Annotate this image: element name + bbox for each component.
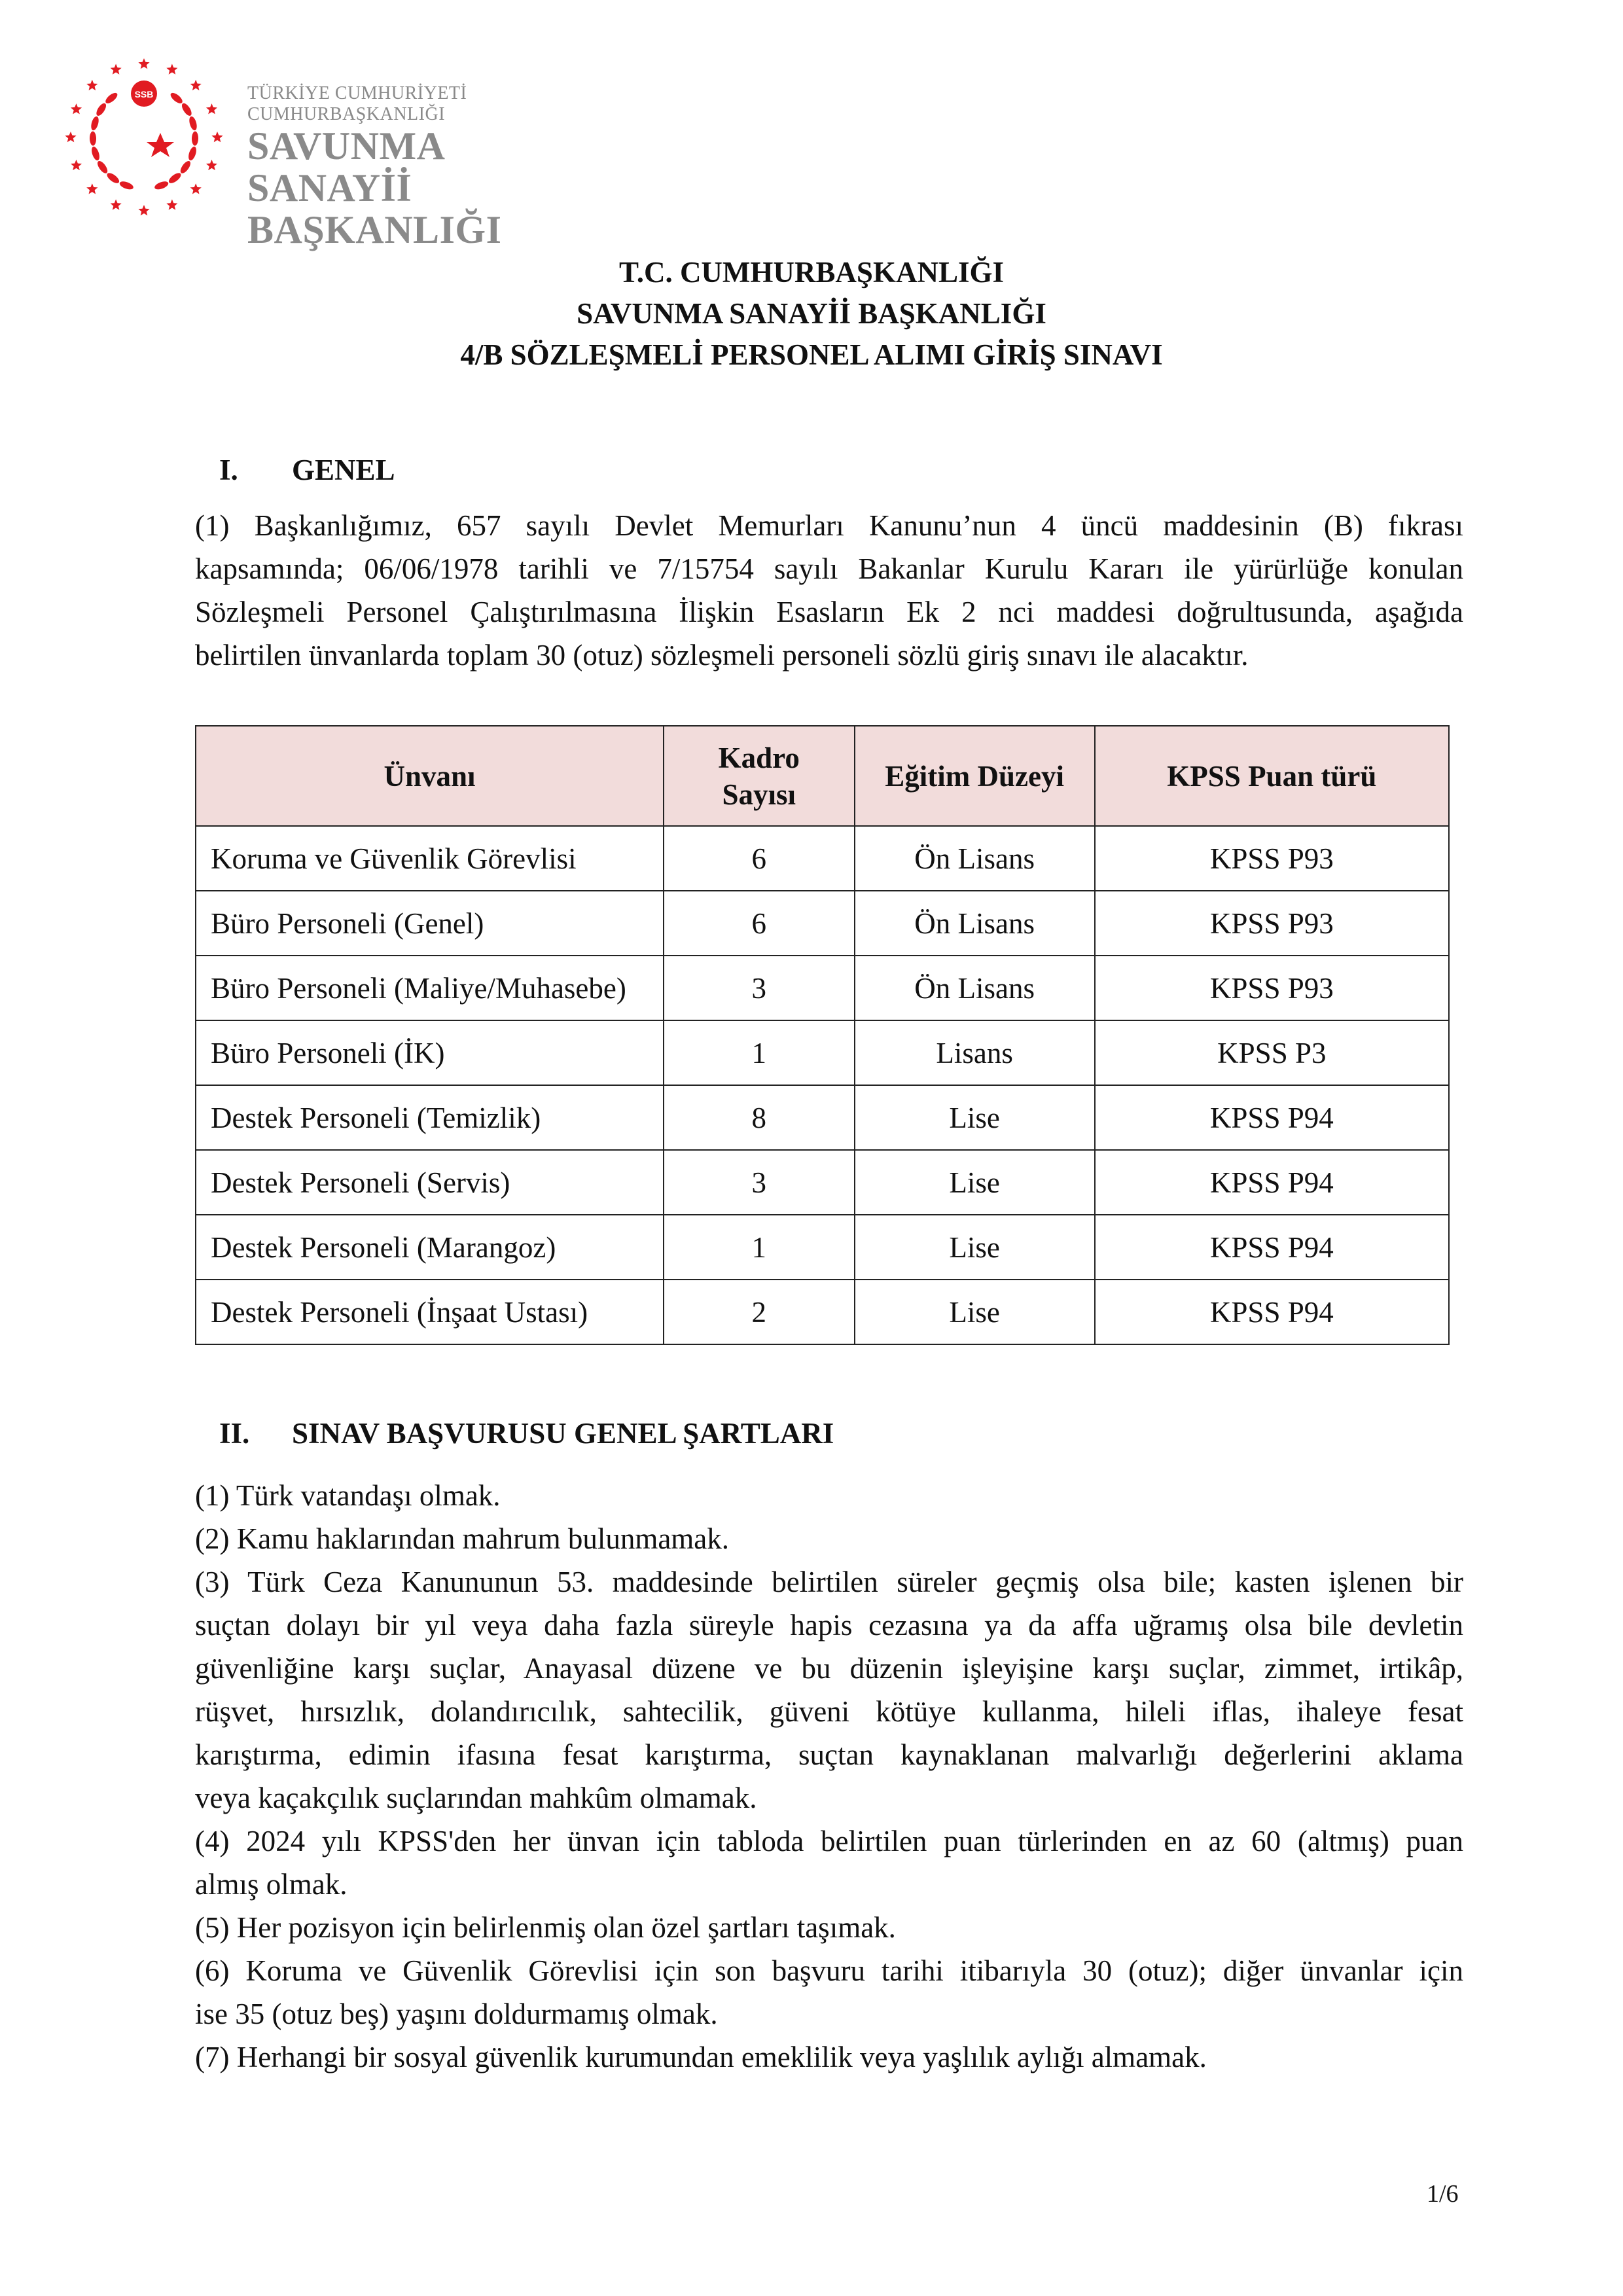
cell-unvan: Koruma ve Güvenlik Görevlisi — [196, 826, 664, 891]
logo-wordmark — [247, 83, 612, 251]
section-1-number: I. — [219, 454, 238, 486]
table-row — [196, 891, 1449, 956]
cell-kadro-sayisi: 6 — [664, 891, 855, 956]
section-1-paragraph — [195, 504, 1463, 677]
header-kadro-line-2: Sayısı — [722, 778, 796, 811]
cell-egitim-duzeyi: Ön Lisans — [855, 891, 1095, 956]
requirement-line: karıştırma, edimin ifasına fesat karıştırma, suçtan kaynaklanan malvarlığı değerlerini aklama — [195, 1738, 1463, 1771]
ssb-emblem-icon — [62, 56, 226, 219]
cell-kadro-sayisi: 1 — [664, 1020, 855, 1085]
requirement-line: (7) Herhangi bir sosyal güvenlik kurumundan emeklilik veya yaşlılık aylığı almamak. — [195, 2041, 1207, 2073]
requirement-line: (6) Koruma ve Güvenlik Görevlisi için son başvuru tarihi itibarıyla 30 (otuz); diğer ünvanlar için — [195, 1954, 1463, 1987]
cell-egitim-duzeyi: Lise — [855, 1150, 1095, 1215]
cell-unvan: Destek Personeli (İnşaat Ustası) — [196, 1280, 664, 1344]
cell-egitim-duzeyi: Ön Lisans — [855, 826, 1095, 891]
table-row — [196, 1020, 1449, 1085]
logo-line-3: SAVUNMA SANAYİİ — [247, 124, 444, 209]
cell-kpss-puan-turu: KPSS P94 — [1095, 1150, 1449, 1215]
requirement-line: (5) Her pozisyon için belirlenmiş olan özel şartları taşımak. — [195, 1911, 896, 1944]
cell-egitim-duzeyi: Lise — [855, 1215, 1095, 1280]
document-title-line-3: 4/B SÖZLEŞMELİ PERSONEL ALIMI GİRİŞ SINAVI — [460, 338, 1163, 371]
cell-kadro-sayisi: 1 — [664, 1215, 855, 1280]
table-header-row — [196, 726, 1449, 826]
cell-kadro-sayisi: 3 — [664, 956, 855, 1020]
table-row — [196, 956, 1449, 1020]
paragraph-line: kapsamında; 06/06/1978 tarihli ve 7/15754 sayılı Bakanlar Kurulu Kararı ile yürürlüğe konulan — [195, 552, 1463, 585]
header-egitim-duzeyi: Eğitim Düzeyi — [855, 726, 1095, 826]
header-kpss-puan-turu: KPSS Puan türü — [1095, 726, 1449, 826]
cell-unvan: Büro Personeli (İK) — [196, 1020, 664, 1085]
paragraph-line: (1) Başkanlığımız, 657 sayılı Devlet Memurları Kanunu’nun 4 üncü maddesinin (B) fıkrası — [195, 509, 1463, 542]
header-kadro-sayisi — [664, 726, 855, 826]
cell-unvan: Destek Personeli (Servis) — [196, 1150, 664, 1215]
requirement-line: rüşvet, hırsızlık, dolandırıcılık, sahtecilik, güveni kötüye kullanma, hileli iflas, ihaleye fesat — [195, 1695, 1463, 1728]
paragraph-line: Sözleşmeli Personel Çalıştırılmasına İlişkin Esasların Ek 2 nci maddesi doğrultusunda, aşağıda — [195, 596, 1463, 628]
document-title-line-1: T.C. CUMHURBAŞKANLIĞI — [619, 256, 1004, 289]
requirement-line: ise 35 (otuz beş) yaşını doldurmamış olmak. — [195, 1998, 718, 2030]
table-row — [196, 1215, 1449, 1280]
cell-egitim-duzeyi: Lise — [855, 1085, 1095, 1150]
cell-unvan: Büro Personeli (Maliye/Muhasebe) — [196, 956, 664, 1020]
section-2-number: II. — [219, 1417, 250, 1450]
ssb-logo — [62, 56, 612, 251]
page-number: 1/6 — [1427, 2180, 1459, 2208]
cell-kadro-sayisi: 8 — [664, 1085, 855, 1150]
cell-kpss-puan-turu: KPSS P94 — [1095, 1085, 1449, 1150]
cell-kadro-sayisi: 6 — [664, 826, 855, 891]
logo-line-2: CUMHURBAŞKANLIĞI — [247, 104, 446, 124]
table-row — [196, 826, 1449, 891]
header-unvan: Ünvanı — [196, 726, 664, 826]
cell-unvan: Büro Personeli (Genel) — [196, 891, 664, 956]
document-title-line-2: SAVUNMA SANAYİİ BAŞKANLIĞI — [577, 297, 1046, 330]
cell-egitim-duzeyi: Lisans — [855, 1020, 1095, 1085]
requirement-line: (4) 2024 yılı KPSS'den her ünvan için tabloda belirtilen puan türlerinden en az 60 (altmış) puan — [195, 1825, 1463, 1857]
cell-kpss-puan-turu: KPSS P93 — [1095, 956, 1449, 1020]
requirements-list — [195, 1474, 1463, 2079]
paragraph-line: belirtilen ünvanlarda toplam 30 (otuz) sözleşmeli personeli sözlü giriş sınavı ile alacaktır. — [195, 639, 1249, 672]
cell-kpss-puan-turu: KPSS P3 — [1095, 1020, 1449, 1085]
requirement-line: suçtan dolayı bir yıl veya daha fazla süreyle hapis cezasına ya da affa uğramış olsa bile devletin — [195, 1609, 1463, 1641]
header-kadro-line-1: Kadro — [718, 741, 800, 774]
cell-kpss-puan-turu: KPSS P93 — [1095, 891, 1449, 956]
table-row — [196, 1085, 1449, 1150]
cell-kadro-sayisi: 2 — [664, 1280, 855, 1344]
requirement-line: (2) Kamu haklarından mahrum bulunmamak. — [195, 1522, 730, 1555]
cell-kpss-puan-turu: KPSS P94 — [1095, 1215, 1449, 1280]
requirement-line: veya kaçakçılık suçlarından mahkûm olmamak. — [195, 1782, 757, 1814]
logo-line-1: TÜRKİYE CUMHURİYETİ — [247, 83, 467, 103]
requirement-line: (3) Türk Ceza Kanununun 53. maddesinde belirtilen süreler geçmiş olsa bile; kasten işlenen bir — [195, 1566, 1463, 1598]
logo-line-4: BAŞKANLIĞI — [247, 208, 502, 251]
cell-kpss-puan-turu: KPSS P94 — [1095, 1280, 1449, 1344]
cell-egitim-duzeyi: Lise — [855, 1280, 1095, 1344]
table-row — [196, 1150, 1449, 1215]
cell-unvan: Destek Personeli (Temizlik) — [196, 1085, 664, 1150]
table-row — [196, 1280, 1449, 1344]
cell-kadro-sayisi: 3 — [664, 1150, 855, 1215]
requirement-line: almış olmak. — [195, 1868, 348, 1901]
cell-unvan: Destek Personeli (Marangoz) — [196, 1215, 664, 1280]
requirement-line: güvenliğine karşı suçlar, Anayasal düzene ve bu düzenin işleyişine karşı suçlar, zimmet, irtikâp, — [195, 1652, 1463, 1685]
positions-table — [195, 725, 1450, 1345]
cell-kpss-puan-turu: KPSS P93 — [1095, 826, 1449, 891]
section-2-title: SINAV BAŞVURUSU GENEL ŞARTLARI — [292, 1417, 834, 1450]
requirement-line: (1) Türk vatandaşı olmak. — [195, 1479, 501, 1512]
cell-egitim-duzeyi: Ön Lisans — [855, 956, 1095, 1020]
section-1-title: GENEL — [292, 454, 395, 486]
svg-text:SSB: SSB — [134, 89, 154, 99]
